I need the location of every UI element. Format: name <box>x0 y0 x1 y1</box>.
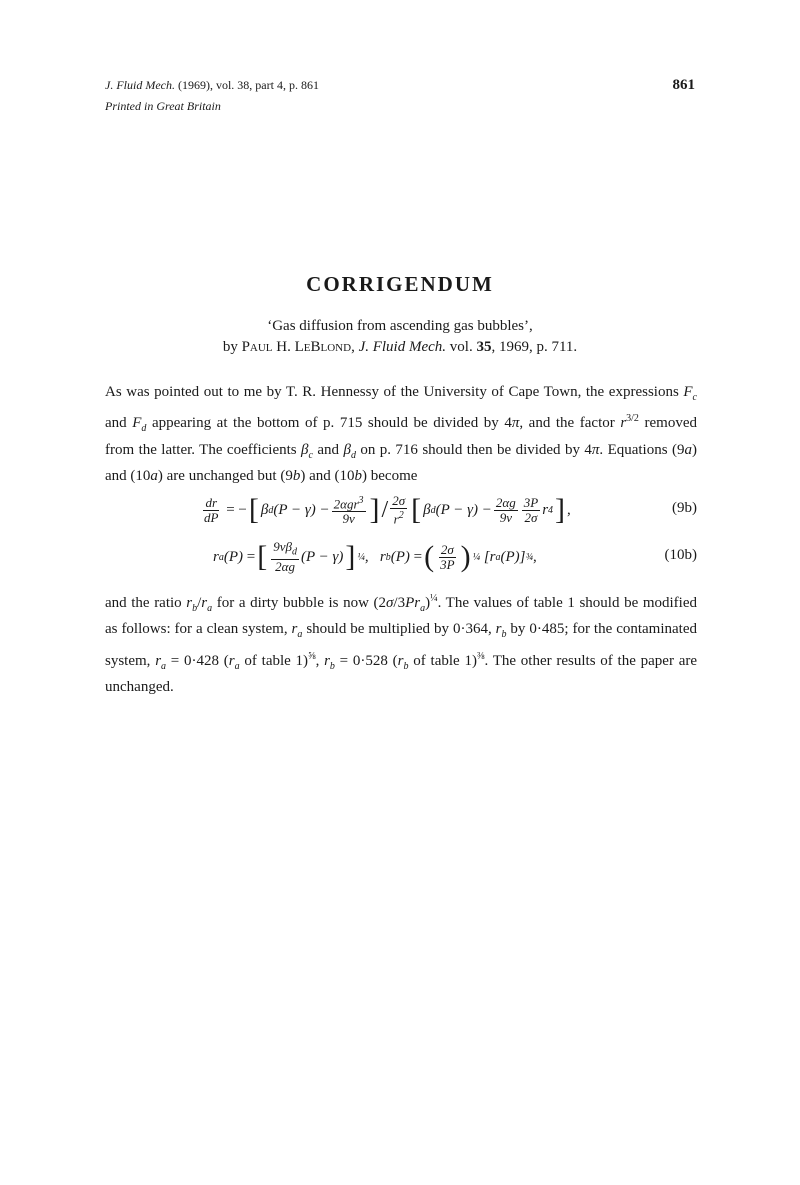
equation-label: (9b) <box>672 500 697 516</box>
equation-10b: r a (P) = [ $\frac{9\nu\beta_d}{2\alpha g}$ (P − γ) ] ¼ , r b (P) = ( $\frac{2\sigma}{3P}$ ) ¼ [r a (P)] ¾ , (10b) <box>213 538 697 575</box>
article-reference-byline: by Paul H. LeBlond, J. Fluid Mech. vol. 35, 1969, p. 711. <box>222 339 578 355</box>
body-paragraph-1: As was pointed out to me by T. R. Hennessy of the University of Cape Town, the expressions $F_c$ and $F_d$ appearing at the bottom of p. 715 should be divided by 4π, and the factor $r^{3/2}$ removed from the latter. The coefficients $\beta_c$ and $\beta_d$ on p. 716 should then be divided by 4π. Equations (9a) and (10a) are unchanged but (9b) and (10b) become <box>105 384 697 484</box>
equation-label: (10b) <box>664 547 697 563</box>
page-title: CORRIGENDUM <box>306 272 494 296</box>
page-number: 861 <box>672 77 695 93</box>
equation-9b: $\frac{dr}{dP}$ = − [ β d (P − γ) − $\frac{2\alpha gr^3}{9\nu}$ ] / $\frac{2\sigma}{r^2}$ [ β d (P − γ) − $\frac{2\alpha g}{9\nu}$ $\frac{3P}{2\sigma}$ r 4 ] , (9b) <box>204 492 697 527</box>
body-paragraph-2: and the ratio $r_b/r_a$ for a dirty bubble is now $(2\sigma/3Pr_a)^{\frac{1}{4}}$. The values of table 1 should be modified as follows: for a clean system, $r_a$ should be multiplied by 0·364, $r_b$ by 0·485; for the contaminated system, $r_a = 0\cdot 428$ ($r_a$ of table 1)$^{\frac{5}{8}}$, $r_b = 0\cdot 528$ ($r_b$ of table 1)$^{\frac{3}{8}}$. The other results of the paper are unchanged. <box>105 593 698 695</box>
article-reference-title: ‘Gas diffusion from ascending gas bubbles’, <box>267 318 533 334</box>
running-header-printed: Printed in Great Britain <box>105 99 221 113</box>
running-header-citation: J. Fluid Mech. (1969), vol. 38, part 4, p. 861 <box>105 78 319 92</box>
